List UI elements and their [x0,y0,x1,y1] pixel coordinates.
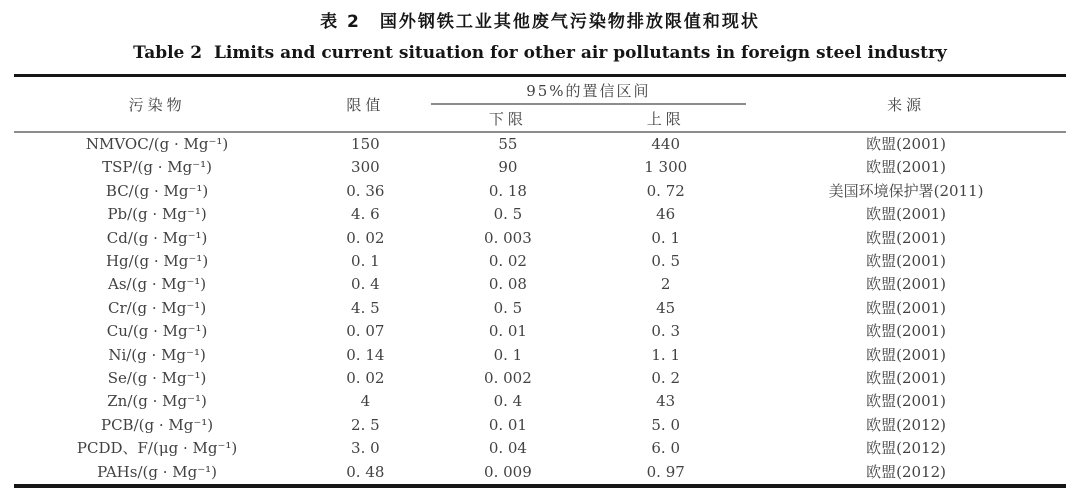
pollutant-cell: As/(g · Mg⁻¹) [108,275,207,294]
ci-upper-cell: 46 [656,205,676,224]
table-row [14,344,1066,367]
limit-cell: 2. 5 [351,415,380,434]
ci-upper-cell: 0. 2 [651,369,680,388]
pollutant-cell: PAHs/(g · Mg⁻¹) [97,462,218,481]
ci-lower-cell: 0. 01 [488,415,527,434]
source-cell: 欧盟(2001) [866,158,947,177]
table-row [14,156,1066,179]
ci-upper-cell: 0. 1 [651,228,680,247]
source-cell: 欧盟(2001) [866,275,947,294]
limit-cell: 0. 07 [346,322,385,341]
ci-lower-cell: 0. 01 [488,322,527,341]
pollutant-cell: Zn/(g · Mg⁻¹) [107,392,207,411]
pollutant-cell: PCDD、F/(μg · Mg⁻¹) [76,439,238,458]
limit-cell: 0. 48 [346,462,385,481]
source-cell: 欧盟(2001) [866,322,947,341]
table-row [14,297,1066,320]
ci-lower-cell: 90 [498,158,518,177]
ci-upper-cell: 0. 5 [651,252,680,271]
header-pollutant: 污染物 [14,76,300,133]
ci-upper-cell: 0. 3 [651,322,680,341]
pollutant-limits-table [14,74,1066,488]
table-row [14,203,1066,226]
source-cell: 欧盟(2001) [866,205,947,224]
table-header [14,76,1066,133]
header-ci-upper: 上限 [585,104,746,132]
pollutant-cell: TSP/(g · Mg⁻¹) [102,158,213,177]
table-title-chinese: 表 2 国外钢铁工业其他废气污染物排放限值和现状 [320,12,760,32]
limit-cell: 0. 02 [346,369,385,388]
source-cell: 欧盟(2001) [866,252,947,271]
limit-cell: 4 [360,392,371,411]
table-row [14,273,1066,296]
ci-lower-cell: 0. 002 [484,369,532,388]
source-cell: 欧盟(2001) [866,135,947,153]
table-row [14,390,1066,413]
ci-upper-cell: 2 [660,275,671,294]
table-row [14,414,1066,437]
limit-cell: 3. 0 [351,439,380,458]
table-row [14,367,1066,390]
header-confidence-interval-group: 95%的置信区间 [431,76,747,105]
ci-upper-cell: 43 [656,392,676,411]
limit-cell: 150 [351,135,380,153]
header-source: 来源 [746,76,1066,133]
limit-cell: 0. 1 [351,252,380,271]
ci-upper-cell: 6. 0 [651,439,680,458]
header-row-1 [14,76,1066,105]
ci-upper-cell: 0. 97 [646,462,685,481]
limit-cell: 0. 14 [346,345,385,364]
source-cell: 美国环境保护署(2011) [828,181,984,200]
ci-upper-cell: 440 [651,135,681,153]
source-cell: 欧盟(2001) [866,392,947,411]
source-cell: 欧盟(2012) [866,462,947,481]
pollutant-cell: Cd/(g · Mg⁻¹) [106,228,208,247]
table-row [14,227,1066,250]
table-row [14,250,1066,273]
limit-cell: 0. 02 [346,228,385,247]
ci-lower-cell: 0. 5 [493,205,523,224]
pollutant-cell: BC/(g · Mg⁻¹) [105,181,209,200]
limit-cell: 0. 36 [346,181,385,200]
limit-cell: 300 [351,158,380,177]
table-row [14,461,1066,486]
table-row [14,320,1066,343]
limit-cell: 4. 6 [351,205,380,224]
table-body [14,132,1066,486]
ci-upper-cell: 1. 1 [651,345,680,364]
pollutant-cell: Cu/(g · Mg⁻¹) [106,322,208,341]
ci-lower-cell: 0. 1 [493,345,523,364]
header-limit: 限值 [300,76,430,133]
pollutant-cell: Se/(g · Mg⁻¹) [107,369,207,388]
ci-lower-cell: 0. 4 [493,392,523,411]
source-cell: 欧盟(2012) [866,415,947,434]
source-cell: 欧盟(2001) [866,228,947,247]
pollutant-cell: Cr/(g · Mg⁻¹) [107,298,207,317]
table-row [14,132,1066,156]
ci-lower-cell: 0. 5 [493,298,523,317]
ci-upper-cell: 0. 72 [646,181,685,200]
ci-upper-cell: 45 [656,298,676,317]
pollutant-cell: NMVOC/(g · Mg⁻¹) [85,135,229,153]
pollutant-cell: PCB/(g · Mg⁻¹) [100,415,214,434]
table-row [14,437,1066,460]
ci-lower-cell: 55 [498,135,518,153]
table-titles [0,0,1080,65]
pollutant-cell: Pb/(g · Mg⁻¹) [107,205,207,224]
table-row [14,180,1066,203]
ci-lower-cell: 0. 003 [484,228,532,247]
pollutant-cell: Ni/(g · Mg⁻¹) [108,345,206,364]
ci-upper-cell: 5. 0 [651,415,680,434]
source-cell: 欧盟(2012) [866,439,947,458]
ci-lower-cell: 0. 08 [488,275,527,294]
source-cell: 欧盟(2001) [866,345,947,364]
source-cell: 欧盟(2001) [866,369,947,388]
table-title-english: Table 2 Limits and current situation for other air pollutants in foreign steel industry [133,43,947,63]
header-ci-lower: 下限 [431,104,586,132]
ci-upper-cell: 1 300 [644,158,688,177]
source-cell: 欧盟(2001) [866,298,947,317]
ci-lower-cell: 0. 009 [484,462,532,481]
ci-lower-cell: 0. 04 [488,439,527,458]
limit-cell: 4. 5 [351,298,380,317]
pollutant-cell: Hg/(g · Mg⁻¹) [105,252,209,271]
limit-cell: 0. 4 [351,275,380,294]
ci-lower-cell: 0. 02 [488,252,527,271]
ci-lower-cell: 0. 18 [488,181,527,200]
